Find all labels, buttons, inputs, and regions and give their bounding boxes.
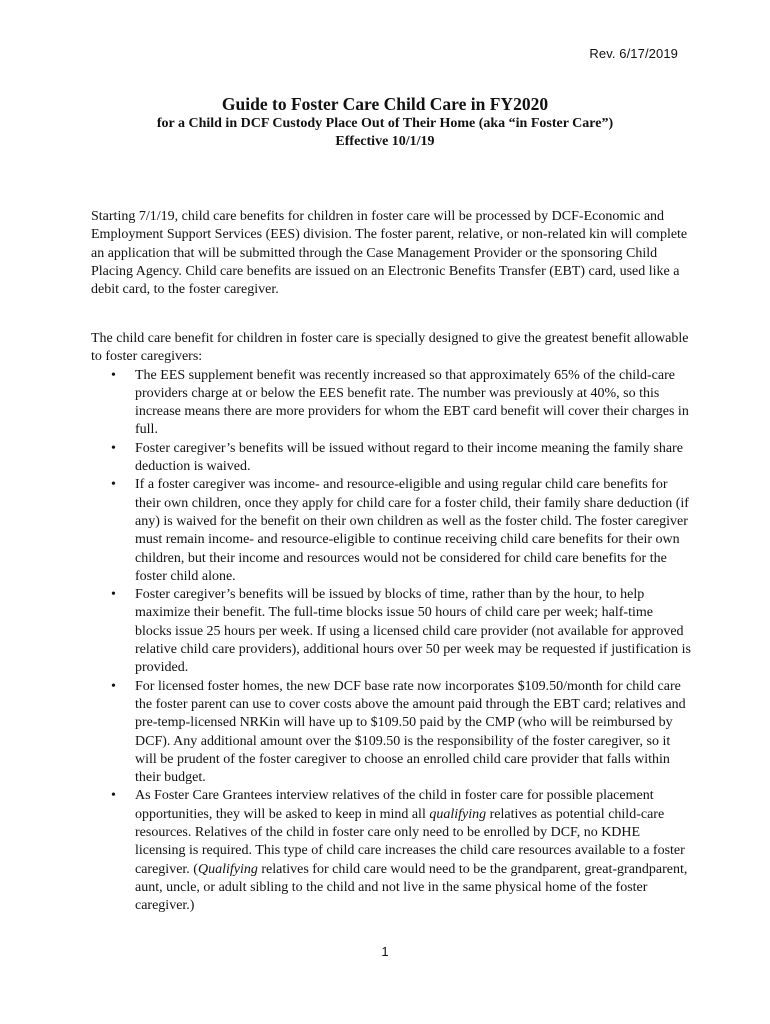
document-subtitle: for a Child in DCF Custody Place Out of Their Home (aka “in Foster Care”) xyxy=(156,116,614,131)
list-item-text: If a foster caregiver was income- and resource-eligible and using regular child care benefits for their own children, once they apply for child care for a foster child, their family share deduction (if any) is waived for the benefit on their own children as well as the foster child. The foster caregiver must remain income- and resource-eligible to continue receiving child care benefits for their own children, but their income and resources would not be considered for child care benefits for the foster child alone. xyxy=(135,477,689,584)
list-item xyxy=(111,678,691,788)
benefits-list xyxy=(91,367,691,916)
list-item xyxy=(111,367,691,440)
list-item-text: Foster caregiver’s benefits will be issued without regard to their income meaning the family share deduction is waived. xyxy=(135,440,683,475)
intro-section xyxy=(91,208,691,299)
bullet-icon: • xyxy=(111,477,116,493)
list-item-text xyxy=(135,788,687,913)
text-segment: As Foster Care Grantees interview relatives of the child in foster care for possible placement opportunities, they will be asked to keep in mind all xyxy=(135,788,654,822)
text-segment: relatives for child care would need to be the grandparent, great-grandparent, aunt, uncle, or adult sibling to the child and not live in the same physical home of the foster caregiver.) xyxy=(135,861,688,914)
emphasis-text: Qualifying xyxy=(197,861,258,877)
bullet-icon: • xyxy=(111,440,116,456)
bullet-icon: • xyxy=(111,587,116,603)
bullet-icon: • xyxy=(111,367,116,383)
bullet-icon: • xyxy=(111,788,116,804)
title-block xyxy=(0,93,770,151)
list-item xyxy=(111,586,691,677)
bullet-icon: • xyxy=(111,678,116,694)
benefits-section xyxy=(91,330,691,916)
page-number: 1 xyxy=(381,944,389,959)
list-item xyxy=(111,787,691,915)
list-item-text: Foster caregiver’s benefits will be issued by blocks of time, rather than by the hour, to help maximize their benefit. The full-time blocks issue 50 hours of child care per week; half-time blocks issue 25 hours per week. If using a licensed child care provider (not available for approved relative child care providers), additional hours over 50 per week may be requested if justification is provided. xyxy=(135,587,691,676)
list-item-text: For licensed foster homes, the new DCF base rate now incorporates $109.50/month for child care the foster parent can use to cover costs above the amount paid through the EBT card; relatives and pre-temp-licensed NRKin will have up to $109.50 paid by the CMP (who will be reimbursed by DCF). Any additional amount over the $109.50 is the responsibility of the foster caregiver, so it will be prudent of the foster caregiver to choose an enrolled child care provider that falls within their budget. xyxy=(135,678,686,786)
list-item xyxy=(111,440,691,477)
intro-paragraph: Starting 7/1/19, child care benefits for children in foster care will be processed by DCF-Economic and Employment Support Services (EES) division. The foster parent, relative, or non-related kin will complete an application that will be submitted through the Case Management Provider or the sponsoring Child Placing Agency. Child care benefits are issued on an Electronic Benefits Transfer (EBT) card, used like a debit card, to the foster caregiver. xyxy=(91,209,688,298)
effective-date: Effective 10/1/19 xyxy=(335,134,435,149)
list-item-text: The EES supplement benefit was recently increased so that approximately 65% of the child-care providers charge at or below the EES benefit rate. The number was previously at 40%, so this increase means there are more providers for whom the EBT card benefit will cover their charges in full. xyxy=(135,367,689,438)
text-segment: relatives as potential child-care resources. Relatives of the child in foster care only need to be enrolled by DCF, no KDHE licensing is required. This type of child care increases the child care resources available to a foster caregiver. ( xyxy=(135,806,685,877)
revision-date: Rev. 6/17/2019 xyxy=(589,46,678,61)
list-item xyxy=(111,476,691,586)
document-title: Guide to Foster Care Child Care in FY2020 xyxy=(221,94,549,114)
emphasis-text: qualifying xyxy=(429,806,487,822)
benefits-intro-paragraph: The child care benefit for children in foster care is specially designed to give the greatest benefit allowable to foster caregivers: xyxy=(91,331,689,365)
